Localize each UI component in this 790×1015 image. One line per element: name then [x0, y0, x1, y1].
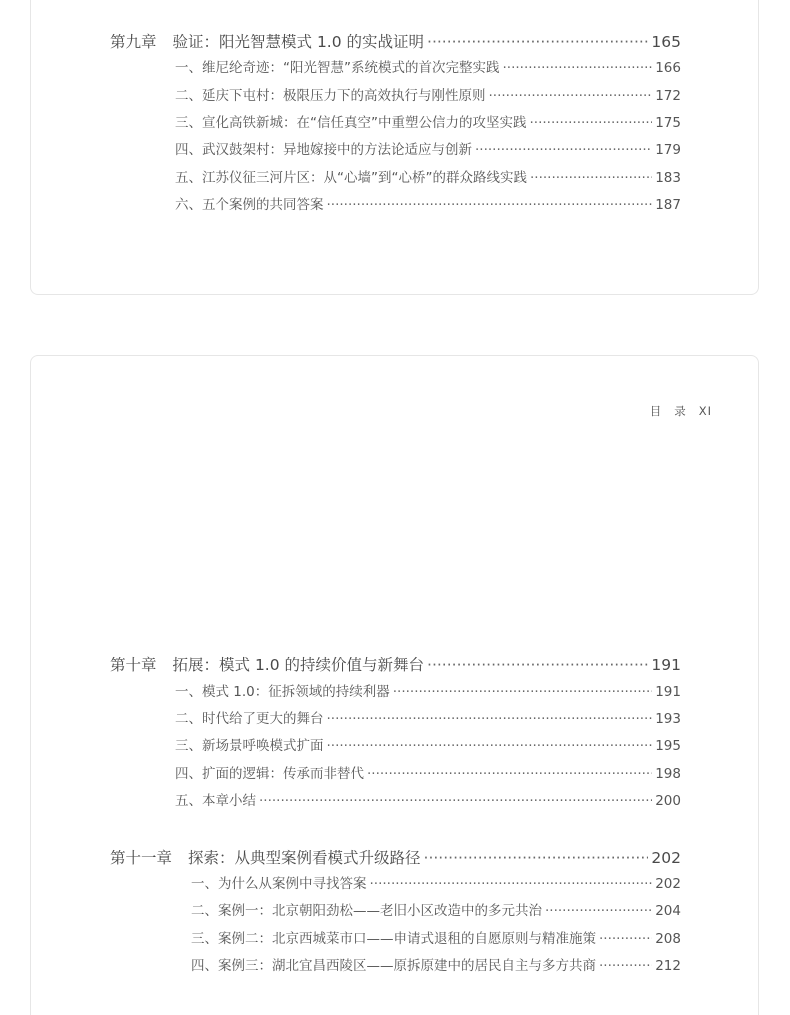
running-header-page: XI	[698, 404, 712, 418]
toc-chapter-heading	[110, 658, 424, 674]
leader-dots	[530, 172, 652, 186]
toc-section[interactable]	[175, 62, 681, 76]
leader-dots	[367, 768, 652, 782]
page-number: 204	[655, 903, 681, 919]
leader-dots	[327, 740, 653, 754]
leader-dots	[530, 117, 653, 131]
section-title: 二、延庆下屯村：极限压力下的高效执行与刚性原则	[175, 88, 486, 104]
section-title: 四、扩面的逻辑：传承而非替代	[175, 766, 364, 782]
toc-section[interactable]	[175, 740, 681, 754]
leader-dots	[427, 658, 648, 674]
leader-dots	[424, 851, 649, 867]
section-title: 一、为什么从案例中寻找答案	[191, 876, 367, 892]
page-number: 166	[655, 60, 681, 76]
running-header-part: 录	[674, 404, 687, 418]
chapter-number: 第十章	[110, 656, 157, 674]
toc-section[interactable]	[175, 144, 681, 158]
leader-dots	[327, 199, 653, 213]
toc-section[interactable]	[191, 878, 681, 892]
toc-section[interactable]	[191, 905, 681, 919]
leader-dots	[259, 795, 652, 809]
page-number: 193	[655, 711, 681, 727]
section-title: 五、本章小结	[175, 793, 256, 809]
page-number: 208	[655, 931, 681, 947]
page-number: 195	[655, 738, 681, 754]
running-header	[650, 403, 712, 419]
chapter-title: 探索：从典型案例看模式升级路径	[188, 849, 421, 867]
leader-dots	[599, 933, 652, 947]
toc-section[interactable]	[175, 713, 681, 727]
toc-chapter-heading	[110, 35, 424, 51]
toc-section[interactable]	[191, 960, 681, 974]
leader-dots	[427, 35, 648, 51]
page-number: 202	[655, 876, 681, 892]
section-title: 五、江苏仪征三河片区：从“心墙”到“心桥”的群众路线实践	[175, 170, 527, 186]
leader-dots	[489, 90, 653, 104]
section-title: 一、维尼纶奇迹：“阳光智慧”系统模式的首次完整实践	[175, 60, 500, 76]
section-title: 四、案例三：湖北宜昌西陵区——原拆原建中的居民自主与多方共商	[191, 958, 596, 974]
leader-dots	[327, 713, 653, 727]
toc-chapter-10[interactable]	[110, 658, 681, 674]
section-title: 二、案例一：北京朝阳劲松——老旧小区改造中的多元共治	[191, 903, 542, 919]
leader-dots	[545, 905, 652, 919]
section-title: 二、时代给了更大的舞台	[175, 711, 324, 727]
page-number: 198	[655, 766, 681, 782]
section-title: 三、宣化高铁新城：在“信任真空”中重塑公信力的攻坚实践	[175, 115, 527, 131]
toc-chapter-9[interactable]	[110, 35, 681, 51]
chapter-title: 验证：阳光智慧模式 1.0 的实战证明	[172, 33, 425, 51]
leader-dots	[475, 144, 652, 158]
section-title: 四、武汉鼓架村：异地嫁接中的方法论适应与创新	[175, 142, 472, 158]
leader-dots	[599, 960, 652, 974]
section-title: 三、案例二：北京西城菜市口——申请式退租的自愿原则与精准施策	[191, 931, 596, 947]
toc-chapter-11[interactable]	[110, 851, 681, 867]
chapter-number: 第九章	[110, 33, 157, 51]
toc-section[interactable]	[175, 768, 681, 782]
section-title: 一、模式 1.0：征拆领域的持续利器	[175, 684, 390, 700]
toc-section[interactable]	[175, 199, 681, 213]
toc-section[interactable]	[191, 933, 681, 947]
page-number: 200	[655, 793, 681, 809]
page-number: 212	[655, 958, 681, 974]
page-number: 175	[655, 115, 681, 131]
page-number: 179	[655, 142, 681, 158]
toc-section[interactable]	[175, 172, 681, 186]
page-number: 165	[651, 33, 681, 51]
chapter-number: 第十一章	[110, 849, 173, 867]
toc-section[interactable]	[175, 90, 681, 104]
toc-section[interactable]	[175, 117, 681, 131]
toc-section[interactable]	[175, 686, 681, 700]
chapter-title: 拓展：模式 1.0 的持续价值与新舞台	[172, 656, 425, 674]
page-number: 191	[651, 656, 681, 674]
page-number: 191	[655, 684, 681, 700]
leader-dots	[503, 62, 653, 76]
leader-dots	[393, 686, 652, 700]
page-number: 172	[655, 88, 681, 104]
toc-section[interactable]	[175, 795, 681, 809]
page-number: 202	[651, 849, 681, 867]
page-number: 187	[655, 197, 681, 213]
section-title: 三、新场景呼唤模式扩面	[175, 738, 324, 754]
toc-chapter-heading	[110, 851, 421, 867]
section-title: 六、五个案例的共同答案	[175, 197, 324, 213]
page-number: 183	[655, 170, 681, 186]
running-header-part: 目	[649, 404, 663, 418]
leader-dots	[370, 878, 653, 892]
